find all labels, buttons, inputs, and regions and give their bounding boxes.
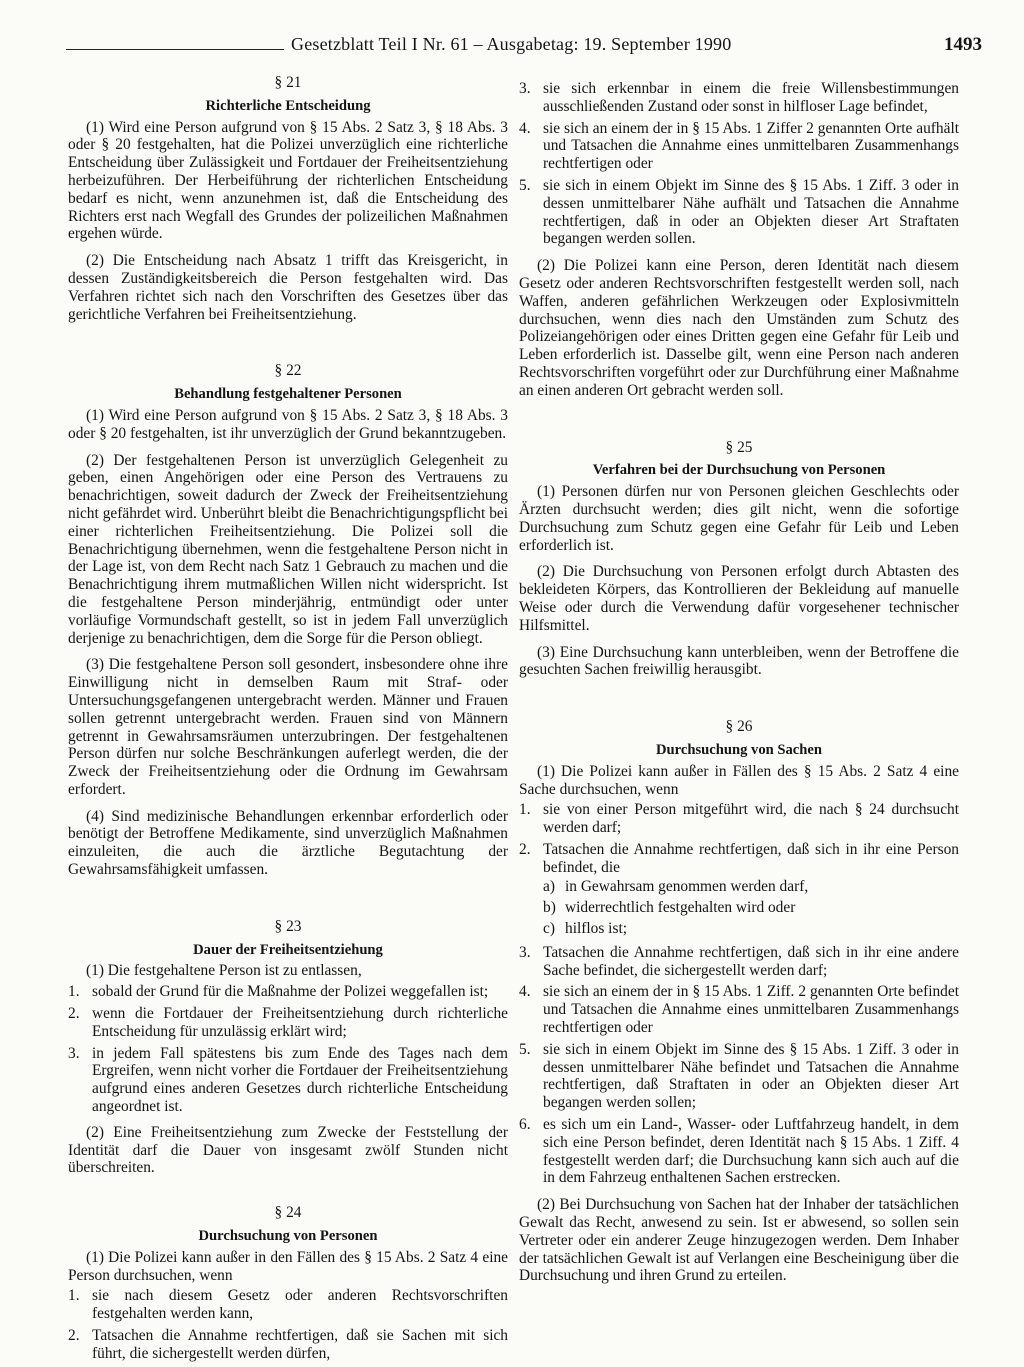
section-number-22: § 22 [274,362,302,380]
item-text: sie sich an einem der in § 15 Abs. 1 Ziff. 2 genannten Orte befindet und Tatsachen die Annahme eines unmittelbaren Zusammenhangs rechtfertigen oder [543,983,959,1037]
item-number: 3. [519,80,531,97]
item-number: 5. [519,1040,531,1058]
item-text: Tatsachen die Annahme rechtfertigen, daß sich in ihr eine Person befindet, die [543,840,959,876]
paragraph: (2) Der festgehaltenen Person ist unverzüglich Gelegenheit zu geben, einen Angehörigen oder eine Person des Vertrauens zu benachrichtigen, soweit dadurch der Zweck der Freiheitsentziehung nicht gefährdet wird. Unberührt bleibt die Benachrichtigungspflicht bei einer richterlichen Freiheitsentziehung. Die Polizei soll die Benachrichtigung übernehmen, wenn die festgehaltene Person nicht in der Lage ist, von dem Recht nach Satz 1 Gebrauch zu machen und die Benachrichtigung ihrem mutmaßlichen Willen nicht widerspricht. Ist die festgehaltene Person minderjährig, entmündigt oder unter vorläufige Vormundschaft gestellt, so ist in jedem Fall unverzüglich derjenige zu benachrichtigen, dem die Sorge für die Person obliegt. [68,451,508,647]
item-number: 3. [519,943,531,961]
item-text: sie nach diesem Gesetz oder anderen Rechtsvorschriften festgehalten werden kann, [92,1287,508,1323]
list-item [519,944,959,980]
sub-item [543,899,959,917]
item-text: sie von einer Person mitgeführt wird, die nach § 24 durchsucht werden darf; [543,801,959,837]
item-number: 1. [519,801,531,819]
sub-item-text: hilflos ist; [565,920,627,938]
item-number: 4. [519,983,531,1001]
paragraph: (1) Die Polizei kann außer in den Fällen des § 15 Abs. 2 Satz 4 eine Person durchsuchen, wenn [68,1248,508,1284]
page-number: 1493 [944,34,982,55]
list-item [519,80,959,116]
paragraph: (1) Personen dürfen nur von Personen gleichen Geschlechts oder Ärzten durchsucht werden; dies gilt nicht, wenn die sofortige Durchsuchung zum Schutz gegen eine Gefahr für Leib und Leben erforderlich ist. [519,483,959,554]
paragraph: (2) Eine Freiheitsentziehung zum Zwecke der Feststellung der Identität darf die Dauer von insgesamt zwölf Stunden nicht überschreiten. [68,1123,508,1177]
paragraph: (2) Die Polizei kann eine Person, deren Identität nach diesem Gesetz oder anderen Rechtsvorschriften festgestellt werden soll, nach Waffen, anderen gefährlichen Werkzeugen oder Explosivmitteln durchsuchen, wenn dies nach den Umständen zum Schutz des Polizeiangehörigen oder eines Dritten gegen eine Gefahr für Leib und Leben erforderlich ist. Dasselbe gilt, wenn eine Person nach anderen Rechtsvorschriften vorgeführt oder zur Durchführung einer Maßnahme an einen anderen Ort gebracht werden soll. [519,257,959,399]
list-item [519,177,959,248]
item-text: sie sich erkennbar in einem die freie Willensbestimmungen ausschließenden Zustand oder sonst in hilfloser Lage befindet, [543,80,959,115]
list-item [519,1116,959,1187]
section-title-26: Durchsuchung von Sachen [656,741,822,758]
paragraph: (3) Eine Durchsuchung kann unterbleiben, wenn der Betroffene die gesuchten Sachen freiwillig herausgibt. [519,643,959,679]
item-text: sie sich in einem Objekt im Sinne des § 15 Abs. 1 Ziff. 3 oder in dessen unmittelbarer Nähe aufhält und Tatsachen die Annahme rechtfertigen, daß in oder an Objekten dieser Art Straftaten begangen werden sollen. [543,176,959,248]
section-title-25: Verfahren bei der Durchsuchung von Personen [592,462,886,479]
item-text: in jedem Fall spätestens bis zum Ende des Tages nach dem Ergreifen, wenn nicht vorher die Fortdauer der Freiheitsentziehung aufgrund eines anderen Gesetzes durch richterliche Entscheidung angeordnet ist. [92,1044,508,1116]
item-text: wenn die Fortdauer der Freiheitsentziehung durch richterliche Entscheidung für unzulässig erklärt wird; [92,1005,508,1040]
section-title-22: Behandlung festgehaltener Personen [174,386,402,403]
right-column [519,80,959,1294]
section-title-24: Durchsuchung von Personen [198,1228,378,1245]
sub-item-text: in Gewahrsam genommen werden darf, [565,878,809,896]
list-item [519,1041,959,1112]
item-text: es sich um ein Land-, Wasser- oder Luftfahrzeug handelt, in dem sich eine Person befindet, deren Identität nach § 15 Abs. 1 Ziff. 4 festgestellt werden darf; die Durchsuchung kann sich auch auf die in dem Fahrzeug enthaltenen Sachen erstrecken. [543,1116,959,1187]
sub-item [543,920,959,938]
header-rule [66,49,284,50]
sub-item-letter: c) [543,920,555,938]
item-number: 5. [519,176,531,194]
section-number-24: § 24 [274,1204,302,1222]
sub-item-letter: b) [543,899,556,917]
list-item [68,1045,508,1116]
section-title-23: Dauer der Freiheitsentziehung [193,941,383,958]
list-item [68,1287,508,1323]
list-item [68,983,508,1001]
section-number-23: § 23 [274,917,302,935]
paragraph: (2) Die Durchsuchung von Personen erfolgt durch Abtasten des bekleideten Körpers, das Kontrollieren der Bekleidung auf manuelle Weise oder durch die Verwendung dafür vorgesehener technischer Hilfsmittel. [519,563,959,634]
list-item [519,120,959,173]
list-item [68,1005,508,1041]
section-number-26: § 26 [725,718,753,736]
section-number-25: § 25 [725,438,753,456]
paragraph: (3) Die festgehaltene Person soll gesondert, insbesondere ohne ihre Einwilligung nicht in demselben Raum mit Straf- oder Untersuchungsgefangenen untergebracht werden. Männer und Frauen sollen getrennt untergebracht werden. Frauen sind von Männern getrennt in Gewahrsamsräumen unterzubringen. Der festgehaltenen Person dürfen nur solche Beschränkungen auferlegt werden, die der Zweck der Freiheitsentziehung oder die Ordnung im Gewahrsam erfordert. [68,656,508,798]
page-header [66,34,982,56]
item-text: sie sich an einem der in § 15 Abs. 1 Ziffer 2 genannten Orte aufhält und Tatsachen die Annahme eines unmittelbaren Zusammenhangs rechtfertigen oder [543,119,959,173]
item-number: 1. [68,983,80,1001]
item-text: Tatsachen die Annahme rechtfertigen, daß sie Sachen mit sich führt, die sichergestellt werden dürfen, [92,1327,508,1362]
section-title-21: Richterliche Entscheidung [205,97,371,114]
list-item [519,983,959,1036]
paragraph: (1) Wird eine Person aufgrund von § 15 Abs. 2 Satz 3, § 18 Abs. 3 oder § 20 festgehalten, ist ihr unverzüglich der Grund bekanntzugeben. [68,406,508,442]
item-number: 1. [68,1287,80,1305]
item-number: 2. [68,1005,80,1023]
sub-item-text: widerrechtlich festgehalten wird oder [565,899,796,917]
section-number-21: § 21 [274,74,302,91]
item-number: 2. [519,840,531,858]
sub-item-letter: a) [543,878,555,896]
item-text: Tatsachen die Annahme rechtfertigen, daß sich in ihr eine andere Sache befindet, die sichergestellt werden darf; [543,943,959,979]
paragraph: (1) Wird eine Person aufgrund von § 15 Abs. 2 Satz 3, § 18 Abs. 3 oder § 20 festgehalten, hat die Polizei unverzüglich eine richterliche Entscheidung über Zulässigkeit und Fortdauer der Freiheitsentziehung herbeizuführen. Der Herbeiführung der richterlichen Entscheidung bedarf es nicht, wenn anzunehmen ist, daß die Entscheidung des Richters erst nach Wegfall des Grundes der polizeilichen Maßnahmen ergehen würde. [68,118,508,243]
paragraph: (2) Die Entscheidung nach Absatz 1 trifft das Kreisgericht, in dessen Zuständigkeitsbereich die Person festgehalten wird. Das Verfahren richtet sich nach den Vorschriften des Gesetzes über das gerichtliche Verfahren bei Freiheitsentziehung. [68,252,508,323]
item-text: sie sich in einem Objekt im Sinne des § 15 Abs. 1 Ziff. 3 oder in dessen unmittelbarer Nähe befindet und Tatsachen die Annahme rechtfertigen, daß Straftaten in oder an Objekten dieser Art begangen werden sollen; [543,1040,959,1112]
paragraph: (1) Die Polizei kann außer in Fällen des § 15 Abs. 2 Satz 4 eine Sache durchsuchen, wenn [519,762,959,798]
list-item [519,801,959,837]
item-number: 4. [519,119,531,137]
paragraph: (4) Sind medizinische Behandlungen erkennbar erforderlich oder benötigt der Betroffene Medikamente, sind unverzüglich Maßnahmen einzuleiten, die auch die ärztliche Begutachtung der Gewahrsamsfähigkeit umfassen. [68,807,508,879]
item-text: sobald der Grund für die Maßnahme der Polizei weggefallen ist; [92,983,489,1001]
list-item [519,841,959,877]
paragraph: (2) Bei Durchsuchung von Sachen hat der Inhaber der tatsächlichen Gewalt das Recht, anwesend zu sein. Ist er abwesend, so sollen sein Vertreter oder ein anderer Zeuge hinzugezogen werden. Dem Inhaber der tatsächlichen Gewalt ist auf Verlangen eine Bescheinigung über die Durchsuchung und ihren Grund zu erteilen. [519,1196,959,1285]
list-item [68,1327,508,1363]
left-column [68,74,508,1367]
paragraph: (1) Die festgehaltene Person ist zu entlassen, [86,962,362,980]
item-number: 6. [519,1116,531,1134]
item-number: 2. [68,1327,80,1345]
running-title: Gesetzblatt Teil I Nr. 61 – Ausgabetag: 19. September 1990 [291,34,732,54]
item-number: 3. [68,1044,80,1062]
sub-item [543,878,959,896]
